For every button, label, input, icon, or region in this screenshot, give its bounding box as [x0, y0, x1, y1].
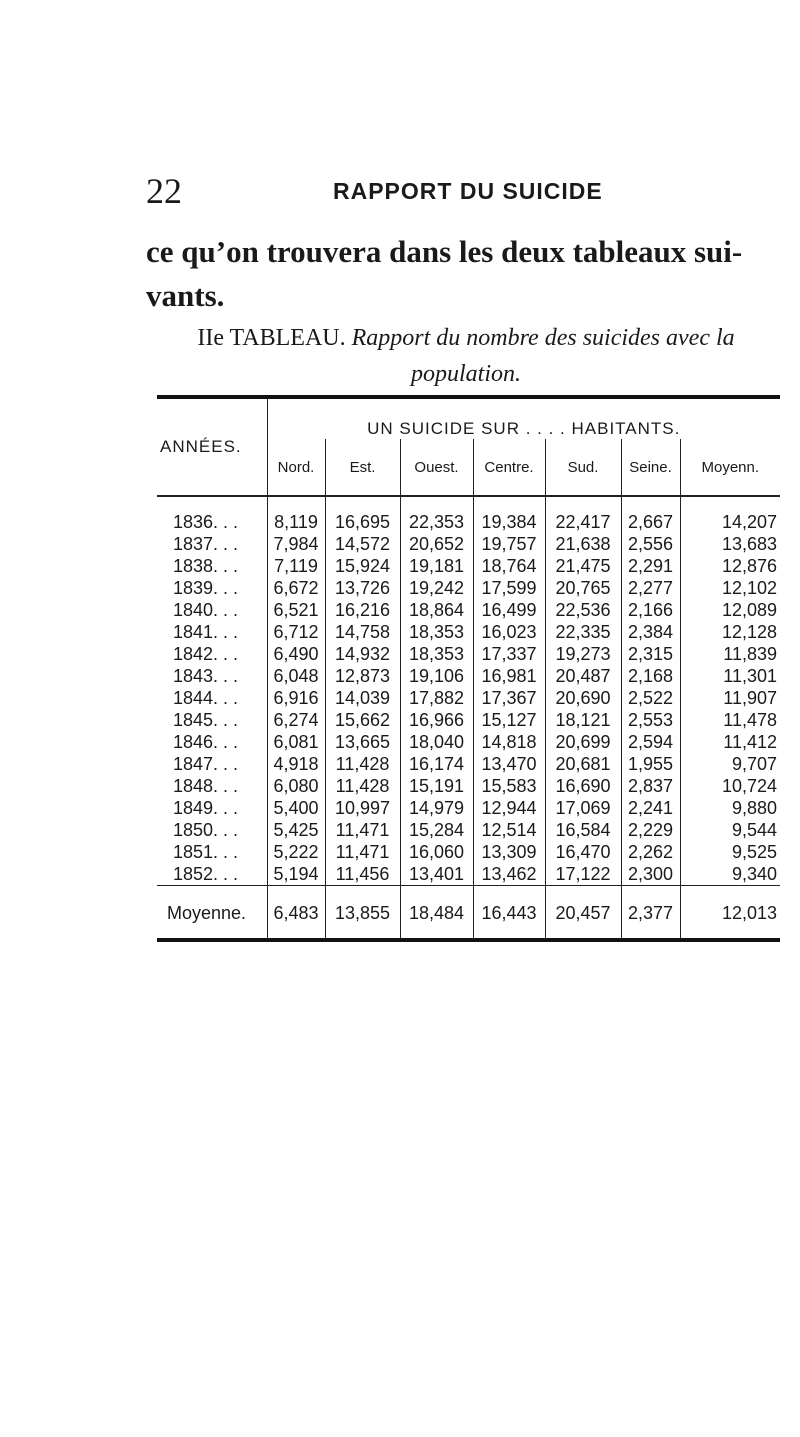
value-cell: 21,638	[545, 533, 621, 555]
value-cell: 16,981	[473, 665, 545, 687]
average-row	[157, 886, 780, 941]
value-cell: 12,873	[325, 665, 400, 687]
value-cell: 12,128	[721, 622, 778, 642]
value-cell: 22,335	[545, 621, 621, 643]
value-cell: 2,229	[621, 819, 680, 841]
value-cell: 6,080	[267, 775, 325, 797]
value-cell: 11,456	[325, 863, 400, 886]
value-cell: 6,490	[267, 643, 325, 665]
value-cell: 19,273	[545, 643, 621, 665]
value-cell: 16,470	[545, 841, 621, 863]
value-cell: 13,665	[325, 731, 400, 753]
column-header: Est.	[325, 439, 400, 496]
value-cell: 2,556	[621, 533, 680, 555]
value-cell: 2,241	[621, 797, 680, 819]
value-cell: 6,081	[267, 731, 325, 753]
value-cell: 15,191	[400, 775, 473, 797]
table-row	[157, 731, 780, 753]
value-cell: 13,683	[721, 534, 778, 554]
value-cell: 2,291	[621, 555, 680, 577]
value-cell: 16,060	[400, 841, 473, 863]
value-cell: 17,122	[545, 863, 621, 886]
table-row	[157, 775, 780, 797]
year-cell: 1840. . .	[157, 599, 267, 621]
value-cell: 13,855	[325, 886, 400, 941]
value-cell: 18,764	[473, 555, 545, 577]
value-cell: 21,475	[545, 555, 621, 577]
value-cell: 6,483	[267, 886, 325, 941]
value-cell: 14,039	[325, 687, 400, 709]
value-cell: 7,119	[267, 555, 325, 577]
value-cell: 17,069	[545, 797, 621, 819]
value-cell: 19,757	[473, 533, 545, 555]
value-cell: 2,300	[621, 863, 680, 886]
table-row	[157, 621, 780, 643]
year-cell: 1844. . .	[157, 687, 267, 709]
value-cell: 12,944	[473, 797, 545, 819]
value-cell: 2,553	[621, 709, 680, 731]
value-cell: 2,277	[621, 577, 680, 599]
value-cell: 16,695	[325, 496, 400, 533]
value-cell: 4,918	[267, 753, 325, 775]
value-cell: 9,525	[731, 842, 778, 862]
value-cell: 11,428	[325, 753, 400, 775]
table-label: IIe TABLEAU.	[197, 325, 346, 351]
value-cell: 9,340	[731, 864, 778, 884]
value-cell: 2,594	[621, 731, 680, 753]
value-cell: 6,521	[267, 599, 325, 621]
year-cell: 1837. . .	[157, 533, 267, 555]
years-header: ANNÉES.	[157, 397, 267, 496]
year-cell: 1848. . .	[157, 775, 267, 797]
year-cell: 1850. . .	[157, 819, 267, 841]
value-cell: 16,216	[325, 599, 400, 621]
value-cell: 15,284	[400, 819, 473, 841]
column-header: Ouest.	[400, 439, 473, 496]
value-cell: 20,487	[545, 665, 621, 687]
value-cell: 13,309	[473, 841, 545, 863]
value-cell: 6,048	[267, 665, 325, 687]
column-header: Moyenn.	[680, 439, 780, 496]
value-cell: 15,924	[325, 555, 400, 577]
table-row	[157, 577, 780, 599]
table-row	[157, 841, 780, 863]
value-cell: 15,127	[473, 709, 545, 731]
value-cell: 18,484	[400, 886, 473, 941]
column-header: Nord.	[267, 439, 325, 496]
value-cell: 19,181	[400, 555, 473, 577]
value-cell: 8,119	[267, 496, 325, 533]
value-cell: 16,966	[400, 709, 473, 731]
year-cell: 1841. . .	[157, 621, 267, 643]
table-row	[157, 665, 780, 687]
value-cell: 9,544	[731, 820, 778, 840]
year-cell: 1852. . .	[157, 863, 267, 886]
value-cell: 2,384	[621, 621, 680, 643]
table-row	[157, 753, 780, 775]
value-cell: 18,121	[545, 709, 621, 731]
value-cell: 9,707	[731, 754, 778, 774]
value-cell: 17,337	[473, 643, 545, 665]
group-header: UN SUICIDE SUR . . . . HABITANTS.	[367, 419, 681, 438]
table-row	[157, 643, 780, 665]
page-number: 22	[146, 171, 182, 211]
value-cell: 12,514	[473, 819, 545, 841]
value-cell: 10,724	[721, 776, 778, 796]
value-cell: 20,457	[545, 886, 621, 941]
table-row	[157, 687, 780, 709]
value-cell: 16,584	[545, 819, 621, 841]
value-cell: 11,839	[723, 644, 778, 664]
table-row	[157, 709, 780, 731]
value-cell: 20,690	[545, 687, 621, 709]
value-cell: 18,040	[400, 731, 473, 753]
value-cell: 2,315	[621, 643, 680, 665]
value-cell: 16,443	[473, 886, 545, 941]
suicide-population-table	[157, 395, 780, 942]
year-cell: 1838. . .	[157, 555, 267, 577]
year-cell: 1845. . .	[157, 709, 267, 731]
value-cell: 11,428	[325, 775, 400, 797]
year-cell: Moyenne.	[157, 886, 267, 941]
value-cell: 18,353	[400, 621, 473, 643]
value-cell: 12,102	[721, 578, 778, 598]
value-cell: 9,880	[731, 798, 778, 818]
value-cell: 19,384	[473, 496, 545, 533]
value-cell: 2,837	[621, 775, 680, 797]
value-cell: 6,672	[267, 577, 325, 599]
year-cell: 1849. . .	[157, 797, 267, 819]
column-header: Seine.	[621, 439, 680, 496]
value-cell: 14,758	[325, 621, 400, 643]
value-cell: 20,699	[545, 731, 621, 753]
value-cell: 16,499	[473, 599, 545, 621]
year-cell: 1836. . .	[157, 496, 267, 533]
value-cell: 16,023	[473, 621, 545, 643]
value-cell: 22,417	[545, 496, 621, 533]
value-cell: 10,997	[325, 797, 400, 819]
value-cell: 20,765	[545, 577, 621, 599]
value-cell: 15,583	[473, 775, 545, 797]
table-row	[157, 797, 780, 819]
value-cell: 19,106	[400, 665, 473, 687]
value-cell: 5,194	[267, 863, 325, 886]
value-cell: 12,089	[721, 600, 778, 620]
value-cell: 11,301	[723, 666, 778, 686]
value-cell: 5,400	[267, 797, 325, 819]
table-row	[157, 599, 780, 621]
value-cell: 14,818	[473, 731, 545, 753]
value-cell: 13,401	[400, 863, 473, 886]
table-row	[157, 555, 780, 577]
value-cell: 14,979	[400, 797, 473, 819]
value-cell: 17,599	[473, 577, 545, 599]
value-cell: 13,726	[325, 577, 400, 599]
value-cell: 22,536	[545, 599, 621, 621]
table-row	[157, 819, 780, 841]
value-cell: 6,274	[267, 709, 325, 731]
value-cell: 16,690	[545, 775, 621, 797]
value-cell: 5,222	[267, 841, 325, 863]
column-header: Sud.	[545, 439, 621, 496]
value-cell: 1,955	[621, 753, 680, 775]
year-cell: 1851. . .	[157, 841, 267, 863]
value-cell: 15,662	[325, 709, 400, 731]
value-cell: 7,984	[267, 533, 325, 555]
year-cell: 1842. . .	[157, 643, 267, 665]
table-row	[157, 496, 780, 533]
value-cell: 11,471	[325, 841, 400, 863]
value-cell: 17,367	[473, 687, 545, 709]
value-cell: 2,667	[621, 496, 680, 533]
value-cell: 18,353	[400, 643, 473, 665]
value-cell: 6,916	[267, 687, 325, 709]
value-cell: 14,932	[325, 643, 400, 665]
table-row	[157, 533, 780, 555]
value-cell: 11,907	[723, 688, 778, 708]
value-cell: 16,174	[400, 753, 473, 775]
value-cell: 12,013	[680, 886, 780, 941]
value-cell: 2,377	[621, 886, 680, 941]
year-cell: 1846. . .	[157, 731, 267, 753]
value-cell: 14,572	[325, 533, 400, 555]
value-cell: 2,166	[621, 599, 680, 621]
value-cell: 6,712	[267, 621, 325, 643]
year-cell: 1847. . .	[157, 753, 267, 775]
value-cell: 17,882	[400, 687, 473, 709]
value-cell: 12,876	[721, 556, 778, 576]
column-header: Centre.	[473, 439, 545, 496]
value-cell: 13,470	[473, 753, 545, 775]
value-cell: 11,471	[325, 819, 400, 841]
value-cell: 20,652	[400, 533, 473, 555]
table-caption	[166, 320, 766, 392]
value-cell: 13,462	[473, 863, 545, 886]
value-cell: 11,478	[723, 710, 778, 730]
value-cell: 5,425	[267, 819, 325, 841]
value-cell: 18,864	[400, 599, 473, 621]
page-header	[0, 170, 800, 210]
year-cell: 1839. . .	[157, 577, 267, 599]
value-cell: 2,262	[621, 841, 680, 863]
year-cell: 1843. . .	[157, 665, 267, 687]
table-title: Rapport du nombre des suicides avec la population.	[351, 325, 735, 387]
intro-paragraph: ce qu’on trouvera dans les deux tableaux sui-vants.	[146, 234, 743, 313]
value-cell: 19,242	[400, 577, 473, 599]
table-row	[157, 863, 780, 886]
value-cell: 11,412	[723, 732, 778, 752]
value-cell: 22,353	[400, 496, 473, 533]
value-cell: 20,681	[545, 753, 621, 775]
value-cell: 2,168	[621, 665, 680, 687]
value-cell: 2,522	[621, 687, 680, 709]
running-title: RAPPORT DU SUICIDE	[333, 178, 603, 204]
value-cell: 14,207	[721, 512, 778, 532]
